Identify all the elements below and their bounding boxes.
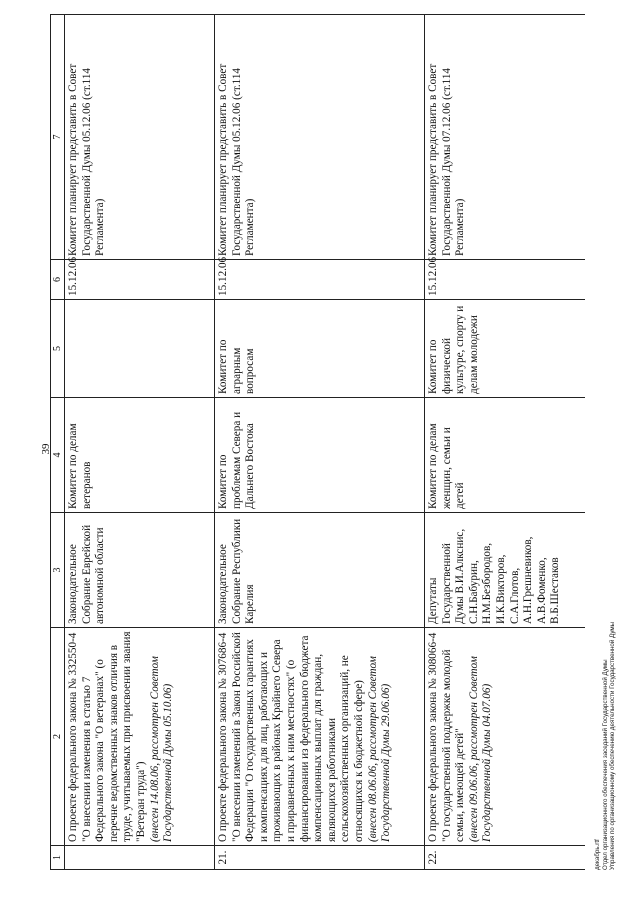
co-committee-cell [65, 300, 215, 398]
column-header: 7 [51, 15, 65, 260]
bills-table [50, 14, 585, 870]
row-number: 22. [425, 846, 585, 870]
page-footer [594, 622, 617, 870]
date-cell: 15.12.06 [425, 260, 585, 300]
date-cell: 15.12.06 [65, 260, 215, 300]
author-cell: Законодательное Собрание Еврейской автономной области [65, 513, 215, 628]
status-cell: Комитет планирует представить в Совет Государственной Думы 05.12.06 (ст.114 Регламента) [215, 15, 425, 260]
bill-title: О проекте федерального закона № 307686-4 "О внесении изменений в Закон Российской Федерации "О государственных гарантиях и компенсациях для лиц, работающих и проживающих в районах Крайнего Севера и приравненных к ним местностях" (о финансировании из федерального бюджета компенсационных выплат для граждан, являющихся работниками сельскохозяйственных организаций, не относящихся к бюджетной сфере) [217, 632, 365, 842]
footer-department: Отдел организационного обеспечения заседаний Государственной Думы [601, 659, 609, 870]
column-header: 1 [51, 846, 65, 870]
column-header: 3 [51, 513, 65, 628]
bill-title: О проекте федерального закона № 308066-4 "О государственной поддержке молодой семьи, имеющей детей" [427, 632, 467, 842]
bill-note: (внесен 08.06.06, рассмотрен Советом Государственной Думы 29.06.06) [366, 656, 393, 842]
footer-filename: декабрь.rtf [594, 839, 601, 870]
committee-cell: Комитет по проблемам Севера и Дальнего Востока [215, 398, 425, 513]
status-cell: Комитет планирует представить в Совет Государственной Думы 05.12.06 (ст.114 Регламента) [65, 15, 215, 260]
row-number: 21. [215, 846, 425, 870]
column-header: 5 [51, 300, 65, 398]
committee-cell: Комитет по делам женщин, семьи и детей [425, 398, 585, 513]
page-number: 39 [40, 443, 52, 455]
bill-cell [65, 628, 215, 846]
bill-cell [425, 628, 585, 846]
column-header: 4 [51, 398, 65, 513]
table-header-row [51, 15, 65, 870]
status-cell: Комитет планирует представить в Совет Государственной Думы 07.12.06 (ст.114 Регламента) [425, 15, 585, 260]
co-committee-cell: Комитет по аграрным вопросам [215, 300, 425, 398]
column-header: 2 [51, 628, 65, 846]
bill-note: (внесен 14.08.06, рассмотрен Советом Государственной Думы 05.10.06) [148, 656, 175, 842]
author-cell: Депутаты Государственной Думы В.И.Алкснис, С.Н.Бабурин, Н.М.Безбородов, И.К.Викторов, С.А.Глотов, А.Н.Грешневиков, А.В.Фоменко, В.Б.Шестаков [425, 513, 585, 628]
row-number [65, 846, 215, 870]
table-row [425, 15, 585, 870]
bill-note: (внесен 09.06.06, рассмотрен Советом Государственной Думы 04.07.06) [467, 656, 494, 842]
committee-cell: Комитет по делам ветеранов [65, 398, 215, 513]
co-committee-cell: Комитет по физической культуре, спорту и делам молодежи [425, 300, 585, 398]
table-row [215, 15, 425, 870]
table-row [65, 15, 215, 870]
author-cell: Законодательное Собрание Республики Карелия [215, 513, 425, 628]
date-cell: 15.12.06 [215, 260, 425, 300]
bill-cell [215, 628, 425, 846]
column-header: 6 [51, 260, 65, 300]
footer-directorate: Управления по организационному обеспечению деятельности Государственной Думы [609, 621, 617, 870]
bill-title: О проекте федерального закона № 332550-4 "О внесении изменения в статью 7 Федерального закона "О ветеранах" (о перечне ведомственных знаков отличия в труде, учитываемых при присвоении звания "Ветеран труда") [67, 631, 147, 842]
